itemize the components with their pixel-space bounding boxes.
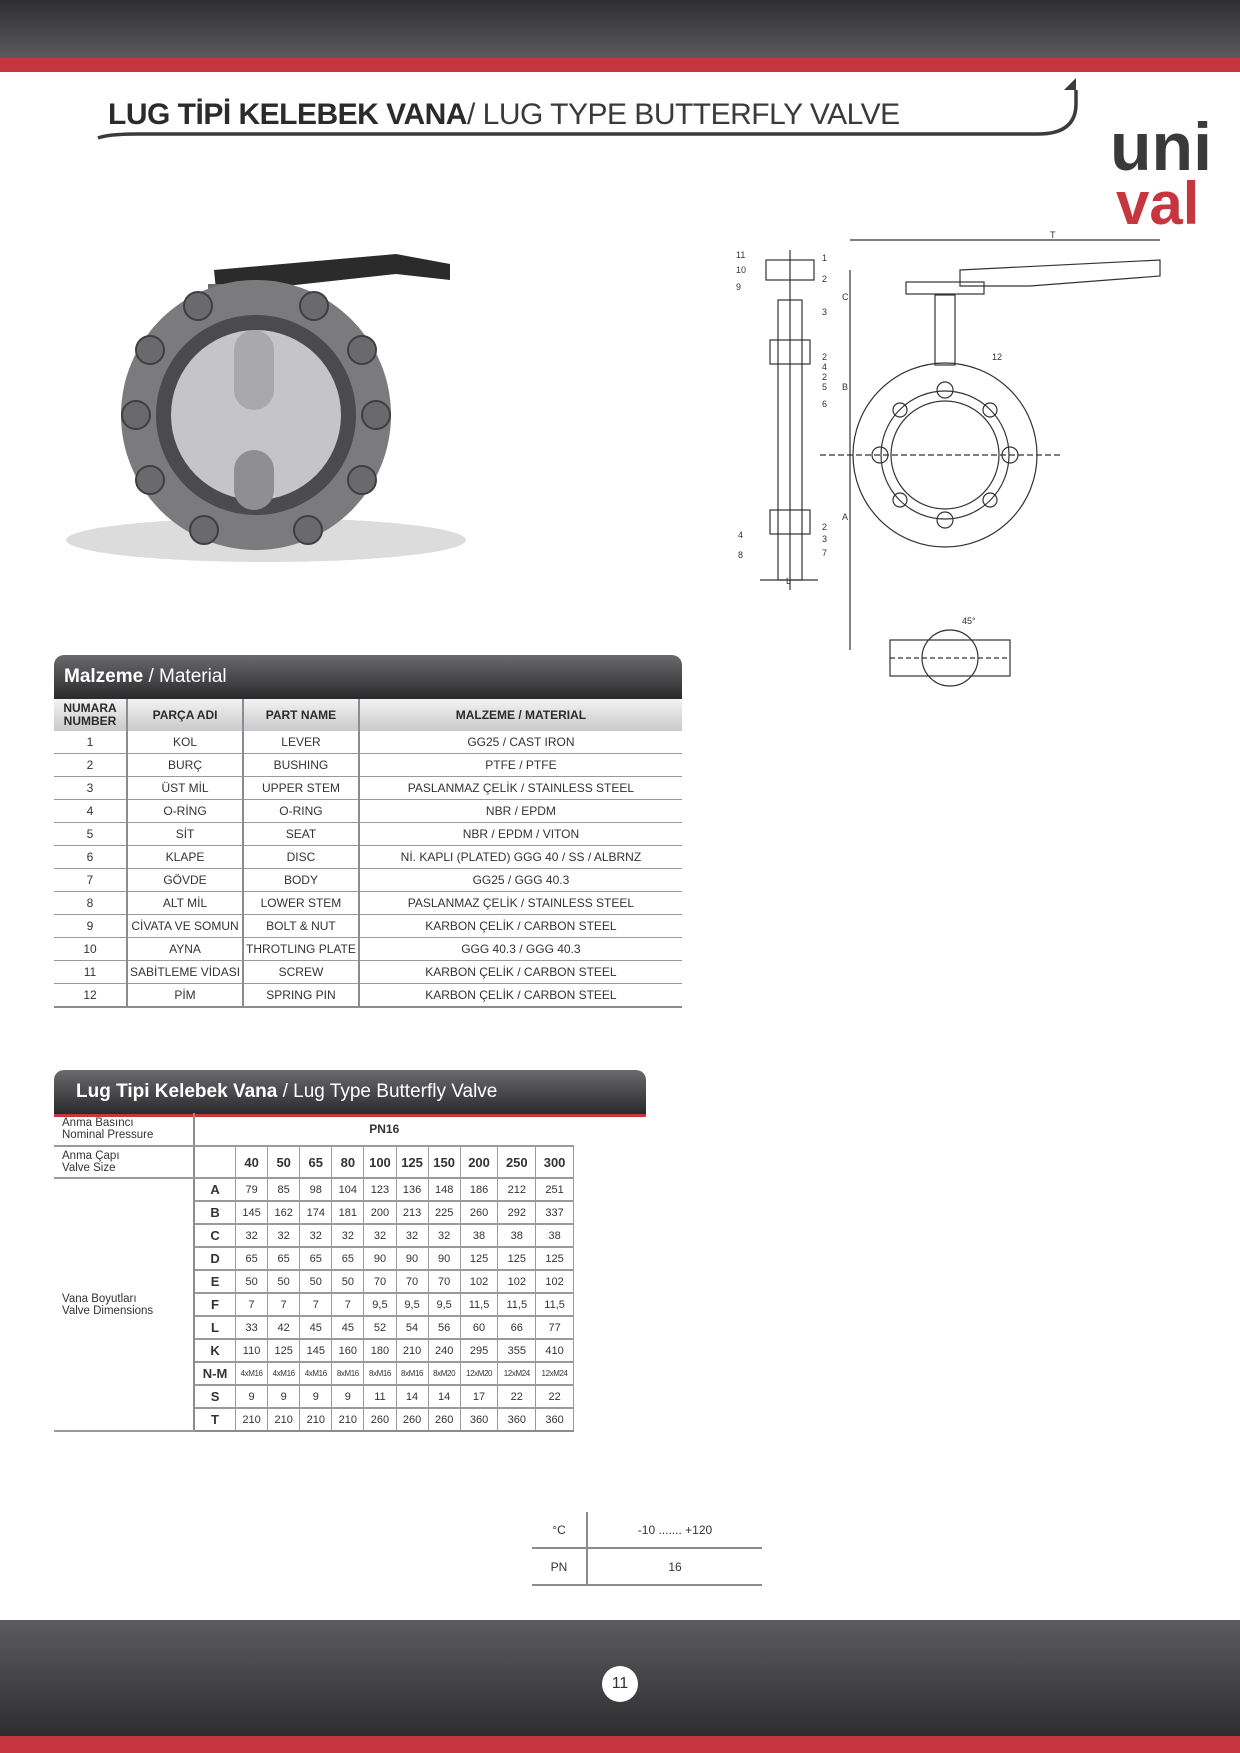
callout-6: 6	[822, 399, 828, 409]
dimension-key: B	[194, 1201, 236, 1224]
material-row	[54, 961, 682, 984]
dimension-value: 260	[364, 1408, 396, 1431]
dimension-value: 32	[396, 1224, 428, 1247]
material-row	[54, 800, 682, 823]
dimension-value: 22	[536, 1385, 574, 1408]
size-header: 300	[536, 1146, 574, 1178]
dimension-value: 32	[364, 1224, 396, 1247]
material-cell: 12	[54, 984, 127, 1008]
dimension-value: 60	[460, 1316, 498, 1339]
dimension-value: 65	[268, 1247, 300, 1270]
size-header: 100	[364, 1146, 396, 1178]
dimension-value: 145	[236, 1201, 268, 1224]
univa-logo	[1110, 108, 1225, 244]
material-cell: 2	[54, 754, 127, 777]
material-cell: UPPER STEM	[243, 777, 359, 800]
dimension-value: 355	[498, 1339, 536, 1362]
dimension-value: 8xM16	[396, 1362, 428, 1385]
logo-line2: val	[1116, 170, 1200, 237]
dimension-value: 11,5	[536, 1293, 574, 1316]
material-cell: NBR / EPDM	[359, 800, 682, 823]
dimension-value: 9,5	[364, 1293, 396, 1316]
dimension-value: 9	[268, 1385, 300, 1408]
dimension-value: 32	[236, 1224, 268, 1247]
dim-L: L	[786, 576, 792, 586]
dimension-value: 123	[364, 1178, 396, 1201]
material-cell: O-RING	[243, 800, 359, 823]
dimension-value: 260	[396, 1408, 428, 1431]
material-cell: PASLANMAZ ÇELİK / STAINLESS STEEL	[359, 777, 682, 800]
material-banner	[54, 655, 682, 702]
material-cell: BURÇ	[127, 754, 243, 777]
dimension-value: 70	[364, 1270, 396, 1293]
dimension-value: 4xM16	[300, 1362, 332, 1385]
material-cell: GÖVDE	[127, 869, 243, 892]
material-cell: ALT MİL	[127, 892, 243, 915]
dimension-value: 11	[364, 1385, 396, 1408]
dimension-value: 11,5	[498, 1293, 536, 1316]
size-header: 250	[498, 1146, 536, 1178]
material-cell: CİVATA VE SOMUN	[127, 915, 243, 938]
callout-1: 1	[822, 253, 828, 263]
size-header: 65	[300, 1146, 332, 1178]
material-cell: PTFE / PTFE	[359, 754, 682, 777]
dimension-value: 8xM16	[364, 1362, 396, 1385]
valve-photo	[66, 240, 526, 585]
dimension-value: 210	[396, 1339, 428, 1362]
valve-dimensions-label: Vana Boyutları Valve Dimensions	[54, 1178, 194, 1431]
material-cell: 7	[54, 869, 127, 892]
material-cell: KARBON ÇELİK / CARBON STEEL	[359, 915, 682, 938]
dimension-key: C	[194, 1224, 236, 1247]
dimension-value: 65	[332, 1247, 364, 1270]
dimension-value: 212	[498, 1178, 536, 1201]
dimension-value: 186	[460, 1178, 498, 1201]
dimension-key: D	[194, 1247, 236, 1270]
dimension-value: 125	[460, 1247, 498, 1270]
size-header: 40	[236, 1146, 268, 1178]
callout-5: 5	[822, 382, 828, 392]
dimension-value: 200	[364, 1201, 396, 1224]
dimension-value: 17	[460, 1385, 498, 1408]
callout-2d: 2	[822, 522, 828, 532]
material-cell: GGG 40.3 / GGG 40.3	[359, 938, 682, 961]
material-cell: 8	[54, 892, 127, 915]
dimension-value: 12xM20	[460, 1362, 498, 1385]
dimension-key: A	[194, 1178, 236, 1201]
dimension-value: 50	[236, 1270, 268, 1293]
size-header: 50	[268, 1146, 300, 1178]
dimension-value: 98	[300, 1178, 332, 1201]
material-cell: KARBON ÇELİK / CARBON STEEL	[359, 984, 682, 1008]
title-tr: LUG TİPİ KELEBEK VANA	[108, 98, 467, 131]
size-header: 80	[332, 1146, 364, 1178]
dimension-value: 65	[236, 1247, 268, 1270]
dimension-value: 110	[236, 1339, 268, 1362]
material-row	[54, 915, 682, 938]
dimension-value: 260	[460, 1201, 498, 1224]
top-bar	[0, 0, 1240, 58]
callout-8: 8	[738, 550, 744, 560]
dimensions-heading-tr: Lug Tipi Kelebek Vana	[76, 1081, 278, 1102]
dimension-value: 162	[268, 1201, 300, 1224]
top-accent-stripe	[0, 58, 1240, 72]
dim-T: T	[1050, 230, 1056, 240]
dimension-key: N-M	[194, 1362, 236, 1385]
dimension-value: 9	[236, 1385, 268, 1408]
material-cell: 11	[54, 961, 127, 984]
material-cell: 1	[54, 731, 127, 754]
material-cell: 4	[54, 800, 127, 823]
dimension-value: 102	[460, 1270, 498, 1293]
material-row	[54, 984, 682, 1008]
dimension-value: 9,5	[428, 1293, 460, 1316]
material-cell: KOL	[127, 731, 243, 754]
dimension-value: 22	[498, 1385, 536, 1408]
valve-size-label: Anma Çapı Valve Size	[54, 1146, 194, 1178]
operating-row	[532, 1548, 762, 1585]
material-cell: KLAPE	[127, 846, 243, 869]
material-row	[54, 731, 682, 754]
nominal-pressure-label: Anma Basıncı Nominal Pressure	[54, 1113, 194, 1146]
angle-label: 45°	[962, 616, 976, 626]
dimension-value: 210	[236, 1408, 268, 1431]
callout-4a: 4	[822, 362, 828, 372]
material-cell: ÜST MİL	[127, 777, 243, 800]
dimension-value: 50	[300, 1270, 332, 1293]
dimension-value: 180	[364, 1339, 396, 1362]
dimension-key: F	[194, 1293, 236, 1316]
material-cell: PİM	[127, 984, 243, 1008]
callout-3b: 3	[822, 534, 828, 544]
dimension-value: 50	[268, 1270, 300, 1293]
dimension-value: 240	[428, 1339, 460, 1362]
dimension-value: 45	[332, 1316, 364, 1339]
dimension-value: 9,5	[396, 1293, 428, 1316]
dimension-value: 33	[236, 1316, 268, 1339]
dimension-value: 4xM16	[268, 1362, 300, 1385]
dimension-value: 292	[498, 1201, 536, 1224]
callout-2b: 2	[822, 352, 828, 362]
dimension-value: 136	[396, 1178, 428, 1201]
material-cell: 10	[54, 938, 127, 961]
dimension-value: 360	[536, 1408, 574, 1431]
page-title	[98, 78, 1088, 142]
material-cell: 5	[54, 823, 127, 846]
operating-key: PN	[532, 1548, 587, 1585]
dimension-value: 295	[460, 1339, 498, 1362]
dimension-value: 174	[300, 1201, 332, 1224]
material-cell: GG25 / GGG 40.3	[359, 869, 682, 892]
dimension-value: 148	[428, 1178, 460, 1201]
operating-conditions-table	[532, 1512, 762, 1586]
dimension-value: 56	[428, 1316, 460, 1339]
bottom-accent-stripe	[0, 1736, 1240, 1753]
dimension-key: T	[194, 1408, 236, 1431]
callout-4b: 4	[738, 530, 744, 540]
dimension-value: 9	[300, 1385, 332, 1408]
dimension-value: 52	[364, 1316, 396, 1339]
dimension-value: 410	[536, 1339, 574, 1362]
pressure-value: PN16	[194, 1113, 573, 1146]
operating-value: 16	[587, 1548, 762, 1585]
dimension-value: 32	[428, 1224, 460, 1247]
dimension-value: 210	[268, 1408, 300, 1431]
material-cell: 6	[54, 846, 127, 869]
material-cell: SİT	[127, 823, 243, 846]
material-cell: PASLANMAZ ÇELİK / STAINLESS STEEL	[359, 892, 682, 915]
dimension-value: 66	[498, 1316, 536, 1339]
col-number: NUMARA NUMBER	[54, 699, 127, 731]
dimension-value: 90	[428, 1247, 460, 1270]
dimension-key: L	[194, 1316, 236, 1339]
callout-2c: 2	[822, 372, 828, 382]
dimension-value: 7	[236, 1293, 268, 1316]
material-row	[54, 777, 682, 800]
dimension-value: 160	[332, 1339, 364, 1362]
dim-C: C	[842, 292, 849, 302]
dimension-value: 210	[332, 1408, 364, 1431]
material-cell: SABİTLEME VİDASI	[127, 961, 243, 984]
material-cell: 9	[54, 915, 127, 938]
material-cell: BODY	[243, 869, 359, 892]
dimension-value: 7	[268, 1293, 300, 1316]
callout-3: 3	[822, 307, 828, 317]
size-header: 150	[428, 1146, 460, 1178]
dimension-value: 14	[396, 1385, 428, 1408]
material-row	[54, 754, 682, 777]
dimension-value: 360	[498, 1408, 536, 1431]
dimension-value: 360	[460, 1408, 498, 1431]
dimension-value: 45	[300, 1316, 332, 1339]
callout-2a: 2	[822, 274, 828, 284]
dimension-value: 12xM24	[536, 1362, 574, 1385]
material-cell: LEVER	[243, 731, 359, 754]
material-cell: AYNA	[127, 938, 243, 961]
dimension-value: 210	[300, 1408, 332, 1431]
material-cell: SPRING PIN	[243, 984, 359, 1008]
dimension-value: 32	[332, 1224, 364, 1247]
material-row	[54, 869, 682, 892]
material-cell: 3	[54, 777, 127, 800]
material-cell: DISC	[243, 846, 359, 869]
dimension-value: 79	[236, 1178, 268, 1201]
material-cell: NBR / EPDM / VITON	[359, 823, 682, 846]
material-row	[54, 892, 682, 915]
dimension-value: 9	[332, 1385, 364, 1408]
dimension-value: 38	[498, 1224, 536, 1247]
dimension-row	[54, 1178, 574, 1201]
dimensions-heading-en: / Lug Type Butterfly Valve	[282, 1081, 498, 1102]
dimension-value: 102	[498, 1270, 536, 1293]
dimension-value: 181	[332, 1201, 364, 1224]
dimension-value: 42	[268, 1316, 300, 1339]
dimension-key: K	[194, 1339, 236, 1362]
dim-B: B	[842, 382, 849, 392]
material-row	[54, 823, 682, 846]
callout-9: 9	[736, 282, 742, 292]
material-cell: Nİ. KAPLI (PLATED) GGG 40 / SS / ALBRNZ	[359, 846, 682, 869]
dimension-value: 90	[396, 1247, 428, 1270]
dimension-value: 260	[428, 1408, 460, 1431]
size-blank	[194, 1146, 236, 1178]
dimension-value: 4xM16	[236, 1362, 268, 1385]
callout-10: 10	[736, 265, 747, 275]
dimension-value: 11,5	[460, 1293, 498, 1316]
dimension-value: 77	[536, 1316, 574, 1339]
dimension-value: 125	[536, 1247, 574, 1270]
material-cell: O-RİNG	[127, 800, 243, 823]
operating-key: °C	[532, 1512, 587, 1548]
material-table	[54, 699, 682, 1008]
col-part-name-tr: PARÇA ADI	[127, 699, 243, 731]
dimension-value: 70	[428, 1270, 460, 1293]
dimension-value: 12xM24	[498, 1362, 536, 1385]
dimension-value: 50	[332, 1270, 364, 1293]
dimension-value: 8xM20	[428, 1362, 460, 1385]
dimension-value: 85	[268, 1178, 300, 1201]
material-cell: KARBON ÇELİK / CARBON STEEL	[359, 961, 682, 984]
material-cell: BUSHING	[243, 754, 359, 777]
dimension-key: E	[194, 1270, 236, 1293]
material-cell: BOLT & NUT	[243, 915, 359, 938]
dimension-value: 54	[396, 1316, 428, 1339]
title-en: / LUG TYPE BUTTERFLY VALVE	[466, 98, 900, 131]
col-material: MALZEME / MATERIAL	[359, 699, 682, 731]
dimension-value: 102	[536, 1270, 574, 1293]
dimension-value: 7	[332, 1293, 364, 1316]
dimension-value: 32	[268, 1224, 300, 1247]
dimension-value: 213	[396, 1201, 428, 1224]
operating-row	[532, 1512, 762, 1548]
operating-value: -10 ....... +120	[587, 1512, 762, 1548]
dimension-value: 32	[300, 1224, 332, 1247]
dimension-value: 125	[268, 1339, 300, 1362]
dimension-value: 225	[428, 1201, 460, 1224]
size-header: 200	[460, 1146, 498, 1178]
dimension-value: 70	[396, 1270, 428, 1293]
material-cell: GG25 / CAST IRON	[359, 731, 682, 754]
page-number: 11	[602, 1666, 638, 1702]
dimension-value: 14	[428, 1385, 460, 1408]
size-header: 125	[396, 1146, 428, 1178]
dimension-key: S	[194, 1385, 236, 1408]
dimension-value: 8xM16	[332, 1362, 364, 1385]
callout-12: 12	[992, 352, 1003, 362]
logo-line1: uni	[1110, 109, 1212, 185]
dim-A: A	[842, 512, 849, 522]
technical-drawing	[730, 230, 1170, 710]
material-cell: LOWER STEM	[243, 892, 359, 915]
dimension-value: 251	[536, 1178, 574, 1201]
material-heading-en: / Material	[148, 666, 227, 687]
dimension-value: 90	[364, 1247, 396, 1270]
dimension-value: 65	[300, 1247, 332, 1270]
material-cell: SCREW	[243, 961, 359, 984]
col-part-name: PART NAME	[243, 699, 359, 731]
material-row	[54, 846, 682, 869]
dimension-value: 38	[536, 1224, 574, 1247]
material-heading-tr: Malzeme	[64, 666, 144, 687]
material-cell: THROTLING PLATE	[243, 938, 359, 961]
dimensions-table	[54, 1113, 574, 1432]
dimension-value: 7	[300, 1293, 332, 1316]
dimension-value: 145	[300, 1339, 332, 1362]
dimension-value: 104	[332, 1178, 364, 1201]
callout-7: 7	[822, 548, 828, 558]
material-row	[54, 938, 682, 961]
material-cell: SEAT	[243, 823, 359, 846]
dimensions-banner	[54, 1070, 646, 1117]
dimension-value: 337	[536, 1201, 574, 1224]
dimension-value: 38	[460, 1224, 498, 1247]
callout-11: 11	[736, 250, 746, 260]
dimension-value: 125	[498, 1247, 536, 1270]
